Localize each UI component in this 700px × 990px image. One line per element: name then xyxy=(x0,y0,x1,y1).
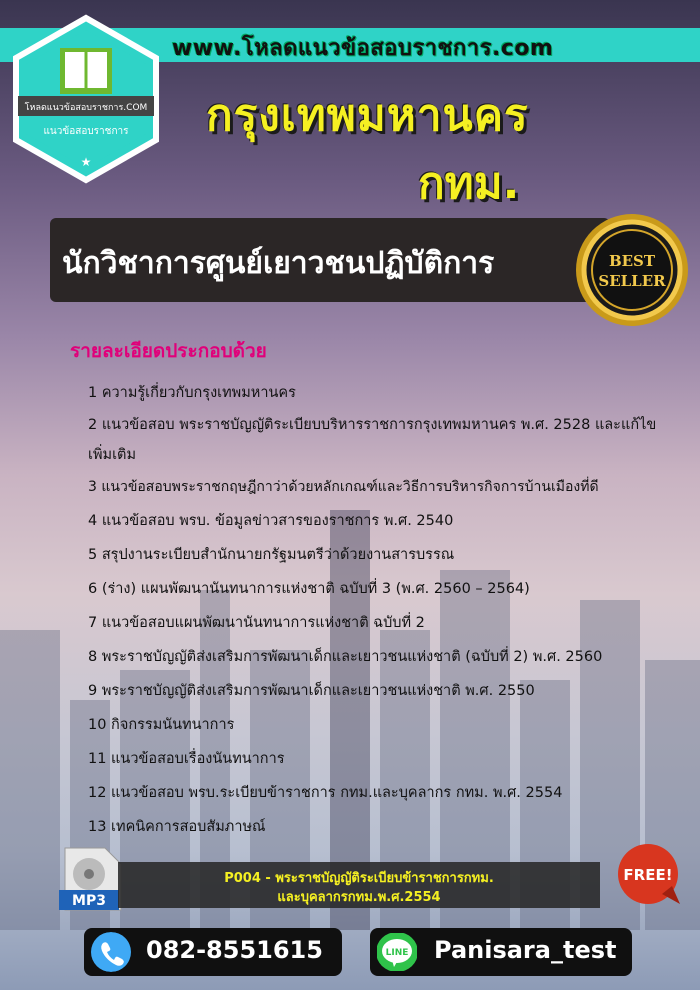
details-heading: รายละเอียดประกอบด้วย xyxy=(70,340,267,362)
logo-line2: แนวข้อสอบราชการ xyxy=(43,126,129,137)
line-contact[interactable] xyxy=(370,928,632,976)
mp3-file-icon xyxy=(57,846,127,912)
list-item: 7 แนวข้อสอบแผนพัฒนานันทนาการแห่งชาติ ฉบับที่ 2 xyxy=(88,615,425,631)
position-title: นักวิชาการศูนย์เยาวชนปฏิบัติการ xyxy=(62,246,495,281)
list-item: 3 แนวข้อสอบพระราชกฤษฎีกาว่าด้วยหลักเกณฑ์และวิธีการบริหารกิจการบ้านเมืองที่ดี xyxy=(88,479,599,495)
bonus-line1: P004 - พระราชบัญญัติระเบียบข้าราชการกทม. xyxy=(224,871,494,886)
bonus-banner xyxy=(118,862,600,908)
list-item: 8 พระราชบัญญัติส่งเสริมการพัฒนาเด็กและเยาวชนแห่งชาติ (ฉบับที่ 2) พ.ศ. 2560 xyxy=(88,649,603,665)
star-icon: ★ xyxy=(80,155,92,169)
list-item: 1 ความรู้เกี่ยวกับกรุงเทพมหานคร xyxy=(88,385,296,401)
list-item: 11 แนวข้อสอบเรื่องนันทนาการ xyxy=(88,751,285,767)
phone-icon xyxy=(90,932,132,972)
list-item: 5 สรุปงานระเบียบสำนักนายกรัฐมนตรีว่าด้วยงานสารบรรณ xyxy=(88,547,455,563)
list-item: 2 แนวข้อสอบ พระราชบัญญัติระเบียบบริหารราชการกรุงเทพมหานคร พ.ศ. 2528 และแก้ไขเพิ่มเติม xyxy=(88,417,657,463)
website-logo-badge xyxy=(10,14,162,184)
details-list xyxy=(88,376,688,844)
phone-number: 082-8551615 xyxy=(146,936,323,964)
bonus-line2: และบุคลากรกทม.พ.ศ.2554 xyxy=(277,890,441,905)
website-url: www.โหลดแนวข้อสอบราชการ.com xyxy=(172,36,554,61)
list-item: 12 แนวข้อสอบ พรบ.ระเบียบข้าราชการ กทม.และบุคลากร กทม. พ.ศ. 2554 xyxy=(88,785,563,801)
line-id: Panisara_test xyxy=(434,936,617,964)
free-label: FREE! xyxy=(623,866,673,884)
free-badge-icon xyxy=(614,842,684,908)
logo-line1: โหลดแนวข้อสอบราชการ.COM xyxy=(24,103,148,113)
best-seller-seal-icon xyxy=(574,212,690,328)
phone-contact[interactable] xyxy=(84,928,342,976)
list-item: 10 กิจกรรมนันทนาการ xyxy=(88,717,235,733)
list-item: 6 (ร่าง) แผนพัฒนานันทนาการแห่งชาติ ฉบับที่ 3 (พ.ศ. 2560 – 2564) xyxy=(88,581,530,597)
line-label: LINE xyxy=(385,948,409,958)
mp3-label: MP3 xyxy=(72,893,106,909)
seal-line1: BEST xyxy=(608,252,656,270)
position-banner xyxy=(50,218,610,302)
seal-line2: SELLER xyxy=(598,272,666,290)
page-subtitle: กทม. xyxy=(418,158,520,209)
page-title: กรุงเทพมหานคร xyxy=(206,90,529,141)
list-item: 9 พระราชบัญญัติส่งเสริมการพัฒนาเด็กและเยาวชนแห่งชาติ พ.ศ. 2550 xyxy=(88,683,535,699)
line-app-icon xyxy=(376,932,418,972)
list-item: 13 เทคนิคการสอบสัมภาษณ์ xyxy=(88,819,266,835)
list-item: 4 แนวข้อสอบ พรบ. ข้อมูลข่าวสารของราชการ พ.ศ. 2540 xyxy=(88,513,454,529)
